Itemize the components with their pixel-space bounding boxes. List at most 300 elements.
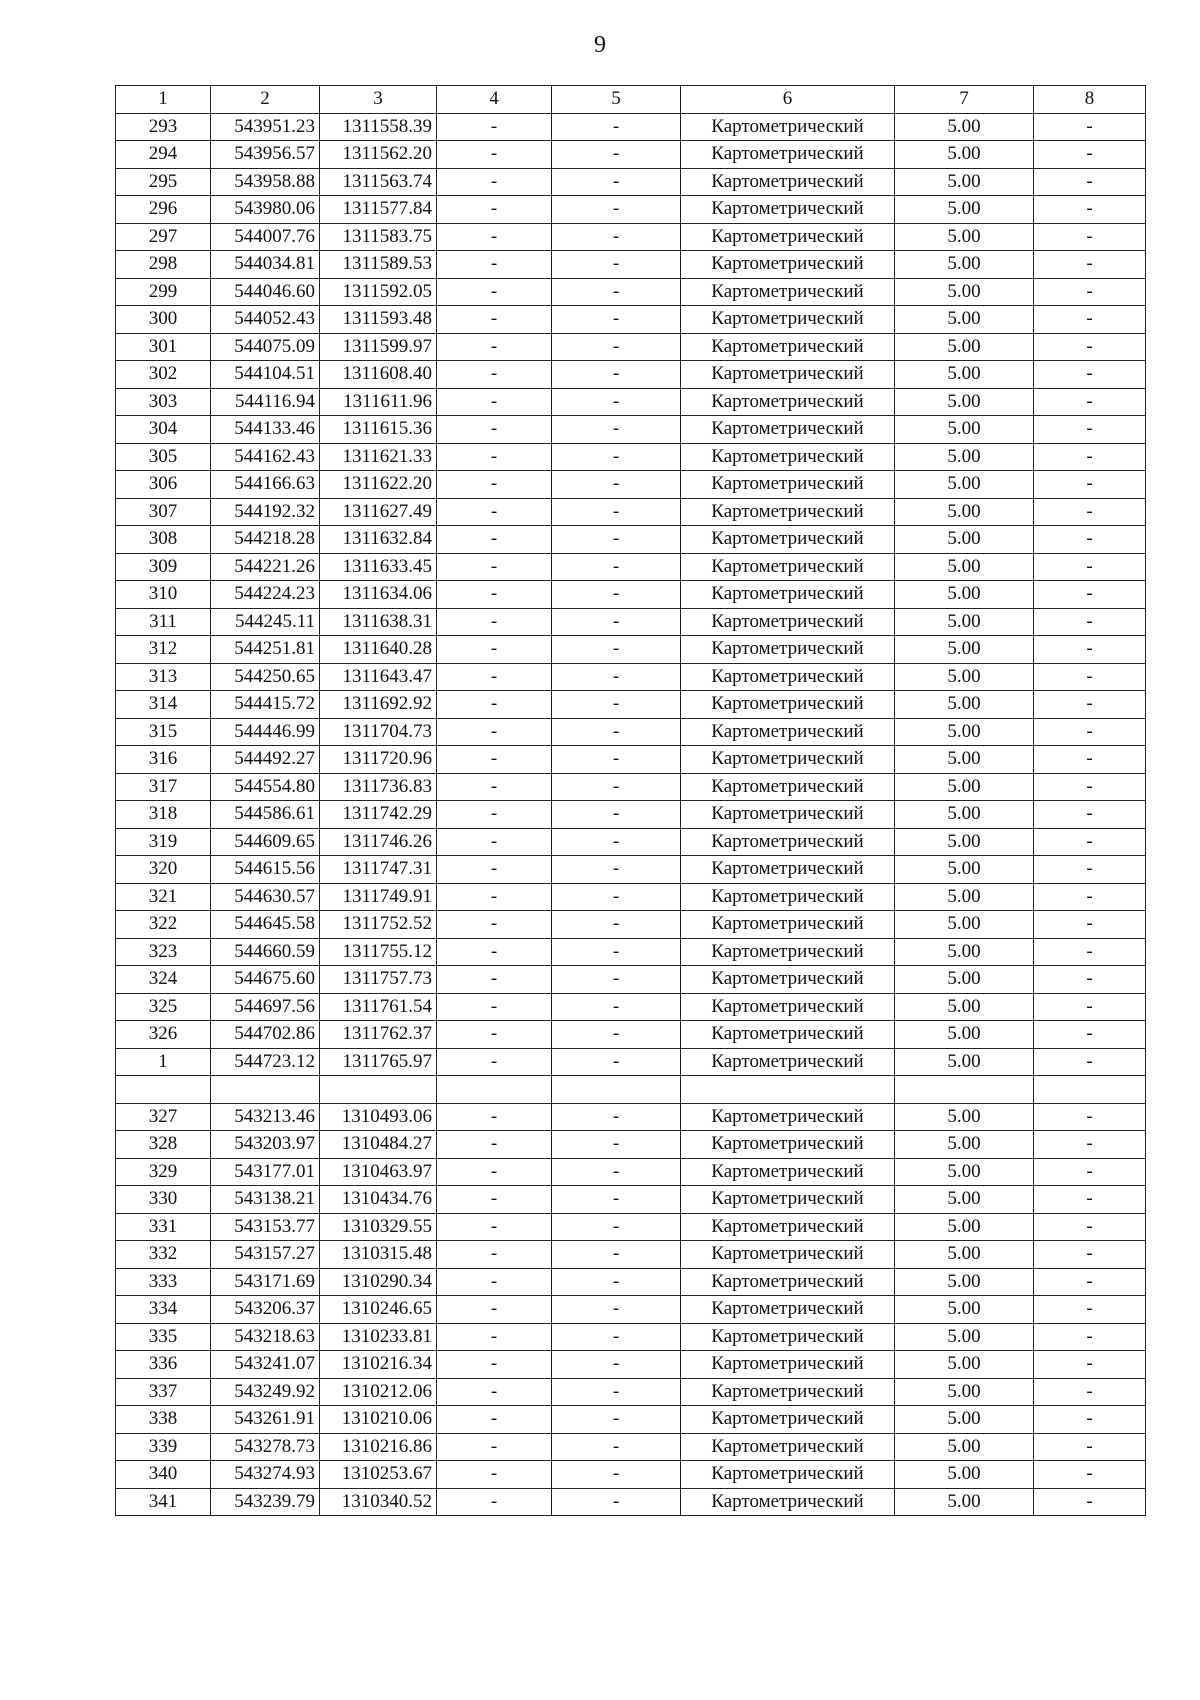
column-4-cell: -: [437, 718, 552, 746]
x-coordinate-cell: 544675.60: [211, 966, 320, 994]
table-row: [116, 581, 1146, 609]
point-id-cell: 306: [116, 471, 211, 499]
point-id-cell: 300: [116, 306, 211, 334]
column-8-cell: -: [1034, 1488, 1146, 1516]
table-row: [116, 1461, 1146, 1489]
table-row: [116, 1296, 1146, 1324]
column-8-cell: -: [1034, 1241, 1146, 1269]
column-header-1: 1: [116, 86, 211, 114]
y-coordinate-cell: 1310253.67: [320, 1461, 437, 1489]
accuracy-cell: 5.00: [895, 251, 1034, 279]
method-cell: Картометрический: [681, 1241, 895, 1269]
method-cell: Картометрический: [681, 856, 895, 884]
column-5-cell: -: [552, 718, 681, 746]
column-8-cell: -: [1034, 636, 1146, 664]
accuracy-cell: 5.00: [895, 773, 1034, 801]
column-5-cell: -: [552, 663, 681, 691]
column-8-cell: -: [1034, 498, 1146, 526]
x-coordinate-cell: 543206.37: [211, 1296, 320, 1324]
x-coordinate-cell: 544224.23: [211, 581, 320, 609]
point-id-cell: 339: [116, 1433, 211, 1461]
table-row: [116, 1186, 1146, 1214]
column-8-cell: -: [1034, 938, 1146, 966]
table-row: [116, 1076, 1146, 1104]
point-id-cell: 328: [116, 1131, 211, 1159]
column-8-cell: -: [1034, 223, 1146, 251]
y-coordinate-cell: 1311593.48: [320, 306, 437, 334]
table-row: [116, 168, 1146, 196]
column-8-cell: -: [1034, 1186, 1146, 1214]
column-8-cell: -: [1034, 1323, 1146, 1351]
method-cell: Картометрический: [681, 141, 895, 169]
column-5-cell: -: [552, 1021, 681, 1049]
method-cell: Картометрический: [681, 361, 895, 389]
column-4-cell: -: [437, 1241, 552, 1269]
table-row: [116, 1268, 1146, 1296]
method-cell: Картометрический: [681, 416, 895, 444]
y-coordinate-cell: 1311592.05: [320, 278, 437, 306]
column-4-cell: -: [437, 828, 552, 856]
column-5-cell: -: [552, 993, 681, 1021]
accuracy-cell: 5.00: [895, 801, 1034, 829]
column-4-cell: -: [437, 1351, 552, 1379]
column-8-cell: -: [1034, 1158, 1146, 1186]
point-id-cell: 298: [116, 251, 211, 279]
column-4-cell: -: [437, 1488, 552, 1516]
x-coordinate-cell: 544660.59: [211, 938, 320, 966]
column-8-cell: -: [1034, 911, 1146, 939]
column-8-cell: -: [1034, 1213, 1146, 1241]
point-id-cell: 309: [116, 553, 211, 581]
y-coordinate-cell: 1311762.37: [320, 1021, 437, 1049]
accuracy-cell: 5.00: [895, 911, 1034, 939]
column-5-cell: -: [552, 333, 681, 361]
y-coordinate-cell: 1311611.96: [320, 388, 437, 416]
y-coordinate-cell: 1310233.81: [320, 1323, 437, 1351]
table-row: [116, 691, 1146, 719]
table-row: [116, 1158, 1146, 1186]
column-8-cell: -: [1034, 608, 1146, 636]
x-coordinate-cell: 544492.27: [211, 746, 320, 774]
column-5-cell: -: [552, 1268, 681, 1296]
column-4-cell: -: [437, 1213, 552, 1241]
column-4-cell: -: [437, 1406, 552, 1434]
y-coordinate-cell: 1311599.97: [320, 333, 437, 361]
table-row: [116, 471, 1146, 499]
column-4-cell: -: [437, 993, 552, 1021]
column-5-cell: -: [552, 1406, 681, 1434]
accuracy-cell: 5.00: [895, 856, 1034, 884]
table-row: [116, 1488, 1146, 1516]
column-8-cell: -: [1034, 168, 1146, 196]
point-id-cell: 314: [116, 691, 211, 719]
x-coordinate-cell: 543956.57: [211, 141, 320, 169]
column-4-cell: -: [437, 223, 552, 251]
x-coordinate-cell: 543213.46: [211, 1103, 320, 1131]
method-cell: Картометрический: [681, 471, 895, 499]
point-id-cell: 320: [116, 856, 211, 884]
column-5-cell: -: [552, 883, 681, 911]
accuracy-cell: 5.00: [895, 1378, 1034, 1406]
point-id-cell: 327: [116, 1103, 211, 1131]
column-8-cell: -: [1034, 691, 1146, 719]
accuracy-cell: 5.00: [895, 388, 1034, 416]
point-id-cell: 307: [116, 498, 211, 526]
y-coordinate-cell: 1311627.49: [320, 498, 437, 526]
method-cell: Картометрический: [681, 608, 895, 636]
method-cell: Картометрический: [681, 1433, 895, 1461]
method-cell: Картометрический: [681, 1323, 895, 1351]
column-header-2: 2: [211, 86, 320, 114]
column-header-8: 8: [1034, 86, 1146, 114]
column-5-cell: -: [552, 828, 681, 856]
accuracy-cell: 5.00: [895, 1351, 1034, 1379]
point-id-cell: 322: [116, 911, 211, 939]
column-5-cell: -: [552, 801, 681, 829]
table-row: [116, 278, 1146, 306]
column-8-cell: -: [1034, 1268, 1146, 1296]
method-cell: Картометрический: [681, 1378, 895, 1406]
header-row: [116, 86, 1146, 114]
column-4-cell: -: [437, 168, 552, 196]
accuracy-cell: [895, 1076, 1034, 1104]
point-id-cell: 341: [116, 1488, 211, 1516]
column-4-cell: -: [437, 1433, 552, 1461]
method-cell: Картометрический: [681, 306, 895, 334]
column-5-cell: -: [552, 113, 681, 141]
accuracy-cell: 5.00: [895, 1461, 1034, 1489]
point-id-cell: 316: [116, 746, 211, 774]
x-coordinate-cell: 543239.79: [211, 1488, 320, 1516]
table-row: [116, 883, 1146, 911]
table-row: [116, 443, 1146, 471]
column-8-cell: -: [1034, 1433, 1146, 1461]
method-cell: Картометрический: [681, 113, 895, 141]
accuracy-cell: 5.00: [895, 443, 1034, 471]
accuracy-cell: 5.00: [895, 471, 1034, 499]
accuracy-cell: 5.00: [895, 416, 1034, 444]
method-cell: Картометрический: [681, 663, 895, 691]
x-coordinate-cell: 543153.77: [211, 1213, 320, 1241]
column-header-5: 5: [552, 86, 681, 114]
accuracy-cell: 5.00: [895, 141, 1034, 169]
point-id-cell: 336: [116, 1351, 211, 1379]
accuracy-cell: 5.00: [895, 1488, 1034, 1516]
coordinates-table: [115, 85, 1146, 1516]
y-coordinate-cell: 1310493.06: [320, 1103, 437, 1131]
x-coordinate-cell: 544034.81: [211, 251, 320, 279]
column-8-cell: [1034, 1076, 1146, 1104]
accuracy-cell: 5.00: [895, 966, 1034, 994]
x-coordinate-cell: 544052.43: [211, 306, 320, 334]
accuracy-cell: 5.00: [895, 553, 1034, 581]
y-coordinate-cell: 1311632.84: [320, 526, 437, 554]
accuracy-cell: 5.00: [895, 1241, 1034, 1269]
point-id-cell: 313: [116, 663, 211, 691]
table-row: [116, 388, 1146, 416]
column-5-cell: -: [552, 388, 681, 416]
column-5-cell: -: [552, 361, 681, 389]
column-4-cell: -: [437, 801, 552, 829]
method-cell: Картометрический: [681, 801, 895, 829]
y-coordinate-cell: 1311757.73: [320, 966, 437, 994]
column-8-cell: -: [1034, 828, 1146, 856]
column-5-cell: -: [552, 141, 681, 169]
point-id-cell: 299: [116, 278, 211, 306]
point-id-cell: 337: [116, 1378, 211, 1406]
column-5-cell: -: [552, 416, 681, 444]
x-coordinate-cell: 544586.61: [211, 801, 320, 829]
column-header-7: 7: [895, 86, 1034, 114]
accuracy-cell: 5.00: [895, 828, 1034, 856]
method-cell: Картометрический: [681, 1186, 895, 1214]
method-cell: Картометрический: [681, 223, 895, 251]
column-5-cell: -: [552, 966, 681, 994]
x-coordinate-cell: 543177.01: [211, 1158, 320, 1186]
column-8-cell: -: [1034, 801, 1146, 829]
column-5-cell: -: [552, 553, 681, 581]
point-id-cell: 315: [116, 718, 211, 746]
table-row: [116, 1378, 1146, 1406]
column-8-cell: -: [1034, 1406, 1146, 1434]
table-row: [116, 801, 1146, 829]
method-cell: Картометрический: [681, 1021, 895, 1049]
point-id-cell: 323: [116, 938, 211, 966]
accuracy-cell: 5.00: [895, 1213, 1034, 1241]
accuracy-cell: 5.00: [895, 993, 1034, 1021]
accuracy-cell: 5.00: [895, 1103, 1034, 1131]
accuracy-cell: 5.00: [895, 168, 1034, 196]
accuracy-cell: 5.00: [895, 636, 1034, 664]
column-4-cell: -: [437, 691, 552, 719]
column-4-cell: -: [437, 306, 552, 334]
point-id-cell: 317: [116, 773, 211, 801]
table-row: [116, 1048, 1146, 1076]
table-row: [116, 1131, 1146, 1159]
point-id-cell: 330: [116, 1186, 211, 1214]
column-8-cell: -: [1034, 856, 1146, 884]
column-4-cell: -: [437, 1021, 552, 1049]
y-coordinate-cell: 1311640.28: [320, 636, 437, 664]
table-row: [116, 663, 1146, 691]
column-5-cell: -: [552, 1131, 681, 1159]
y-coordinate-cell: 1311621.33: [320, 443, 437, 471]
method-cell: Картометрический: [681, 1461, 895, 1489]
column-4-cell: -: [437, 526, 552, 554]
method-cell: Картометрический: [681, 746, 895, 774]
accuracy-cell: 5.00: [895, 1433, 1034, 1461]
x-coordinate-cell: 543171.69: [211, 1268, 320, 1296]
column-4-cell: -: [437, 1186, 552, 1214]
column-5-cell: -: [552, 278, 681, 306]
column-4-cell: -: [437, 498, 552, 526]
column-5-cell: -: [552, 1378, 681, 1406]
accuracy-cell: 5.00: [895, 306, 1034, 334]
table-row: [116, 306, 1146, 334]
column-8-cell: -: [1034, 1103, 1146, 1131]
column-4-cell: -: [437, 883, 552, 911]
column-8-cell: -: [1034, 718, 1146, 746]
column-4-cell: -: [437, 581, 552, 609]
y-coordinate-cell: 1311608.40: [320, 361, 437, 389]
y-coordinate-cell: 1311736.83: [320, 773, 437, 801]
point-id-cell: 301: [116, 333, 211, 361]
column-4-cell: -: [437, 773, 552, 801]
method-cell: Картометрический: [681, 828, 895, 856]
column-8-cell: -: [1034, 361, 1146, 389]
column-4-cell: -: [437, 663, 552, 691]
column-4-cell: -: [437, 1461, 552, 1489]
column-8-cell: -: [1034, 141, 1146, 169]
x-coordinate-cell: 544415.72: [211, 691, 320, 719]
method-cell: Картометрический: [681, 718, 895, 746]
table-row: [116, 911, 1146, 939]
accuracy-cell: 5.00: [895, 1158, 1034, 1186]
column-4-cell: -: [437, 443, 552, 471]
x-coordinate-cell: 544702.86: [211, 1021, 320, 1049]
column-header-4: 4: [437, 86, 552, 114]
column-5-cell: -: [552, 1488, 681, 1516]
accuracy-cell: 5.00: [895, 1021, 1034, 1049]
column-5-cell: -: [552, 1158, 681, 1186]
column-5-cell: -: [552, 1461, 681, 1489]
table-row: [116, 1406, 1146, 1434]
column-8-cell: -: [1034, 1021, 1146, 1049]
x-coordinate-cell: 543203.97: [211, 1131, 320, 1159]
method-cell: Картометрический: [681, 691, 895, 719]
y-coordinate-cell: 1311634.06: [320, 581, 437, 609]
column-8-cell: -: [1034, 746, 1146, 774]
table-row: [116, 113, 1146, 141]
point-id-cell: 303: [116, 388, 211, 416]
column-5-cell: -: [552, 691, 681, 719]
method-cell: Картометрический: [681, 938, 895, 966]
x-coordinate-cell: 544615.56: [211, 856, 320, 884]
y-coordinate-cell: 1311643.47: [320, 663, 437, 691]
accuracy-cell: 5.00: [895, 663, 1034, 691]
method-cell: [681, 1076, 895, 1104]
point-id-cell: 304: [116, 416, 211, 444]
point-id-cell: 329: [116, 1158, 211, 1186]
column-5-cell: -: [552, 938, 681, 966]
column-8-cell: -: [1034, 553, 1146, 581]
column-header-3: 3: [320, 86, 437, 114]
point-id-cell: 311: [116, 608, 211, 636]
table-row: [116, 498, 1146, 526]
x-coordinate-cell: 544192.32: [211, 498, 320, 526]
table-row: [116, 1213, 1146, 1241]
table-row: [116, 1241, 1146, 1269]
table-row: [116, 746, 1146, 774]
method-cell: Картометрический: [681, 1268, 895, 1296]
table-row: [116, 773, 1146, 801]
column-8-cell: -: [1034, 1296, 1146, 1324]
method-cell: Картометрический: [681, 636, 895, 664]
column-4-cell: -: [437, 966, 552, 994]
method-cell: Картометрический: [681, 251, 895, 279]
y-coordinate-cell: 1311562.20: [320, 141, 437, 169]
accuracy-cell: 5.00: [895, 581, 1034, 609]
column-4-cell: -: [437, 746, 552, 774]
column-4-cell: -: [437, 938, 552, 966]
x-coordinate-cell: 544245.11: [211, 608, 320, 636]
column-5-cell: -: [552, 1241, 681, 1269]
accuracy-cell: 5.00: [895, 1131, 1034, 1159]
method-cell: Картометрический: [681, 773, 895, 801]
column-4-cell: -: [437, 416, 552, 444]
column-4-cell: -: [437, 1103, 552, 1131]
table-row: [116, 1351, 1146, 1379]
column-4-cell: -: [437, 333, 552, 361]
point-id-cell: 297: [116, 223, 211, 251]
y-coordinate-cell: 1311720.96: [320, 746, 437, 774]
column-5-cell: -: [552, 1186, 681, 1214]
y-coordinate-cell: 1310246.65: [320, 1296, 437, 1324]
column-4-cell: -: [437, 911, 552, 939]
x-coordinate-cell: 544104.51: [211, 361, 320, 389]
column-8-cell: -: [1034, 993, 1146, 1021]
column-4-cell: -: [437, 1323, 552, 1351]
accuracy-cell: 5.00: [895, 938, 1034, 966]
point-id-cell: 332: [116, 1241, 211, 1269]
column-5-cell: -: [552, 471, 681, 499]
method-cell: Картометрический: [681, 1296, 895, 1324]
table-row: [116, 828, 1146, 856]
column-5-cell: -: [552, 526, 681, 554]
table-row: [116, 251, 1146, 279]
column-8-cell: -: [1034, 388, 1146, 416]
point-id-cell: 302: [116, 361, 211, 389]
x-coordinate-cell: 544166.63: [211, 471, 320, 499]
column-5-cell: -: [552, 196, 681, 224]
column-8-cell: -: [1034, 471, 1146, 499]
column-5-cell: [552, 1076, 681, 1104]
column-8-cell: -: [1034, 251, 1146, 279]
x-coordinate-cell: 544007.76: [211, 223, 320, 251]
x-coordinate-cell: 544218.28: [211, 526, 320, 554]
column-5-cell: -: [552, 1296, 681, 1324]
point-id-cell: 318: [116, 801, 211, 829]
x-coordinate-cell: 543138.21: [211, 1186, 320, 1214]
column-4-cell: -: [437, 608, 552, 636]
y-coordinate-cell: 1310329.55: [320, 1213, 437, 1241]
column-4-cell: -: [437, 856, 552, 884]
point-id-cell: 294: [116, 141, 211, 169]
column-5-cell: -: [552, 911, 681, 939]
x-coordinate-cell: 544251.81: [211, 636, 320, 664]
column-4-cell: -: [437, 553, 552, 581]
accuracy-cell: 5.00: [895, 1268, 1034, 1296]
y-coordinate-cell: 1311749.91: [320, 883, 437, 911]
column-8-cell: -: [1034, 306, 1146, 334]
table-row: [116, 361, 1146, 389]
x-coordinate-cell: [211, 1076, 320, 1104]
x-coordinate-cell: 543249.92: [211, 1378, 320, 1406]
column-5-cell: -: [552, 608, 681, 636]
table-row: [116, 856, 1146, 884]
x-coordinate-cell: 544630.57: [211, 883, 320, 911]
column-8-cell: -: [1034, 1461, 1146, 1489]
column-5-cell: -: [552, 746, 681, 774]
x-coordinate-cell: 543218.63: [211, 1323, 320, 1351]
column-5-cell: -: [552, 856, 681, 884]
method-cell: Картометрический: [681, 883, 895, 911]
point-id-cell: 324: [116, 966, 211, 994]
method-cell: Картометрический: [681, 333, 895, 361]
table-row: [116, 1103, 1146, 1131]
method-cell: Картометрический: [681, 993, 895, 1021]
accuracy-cell: 5.00: [895, 278, 1034, 306]
